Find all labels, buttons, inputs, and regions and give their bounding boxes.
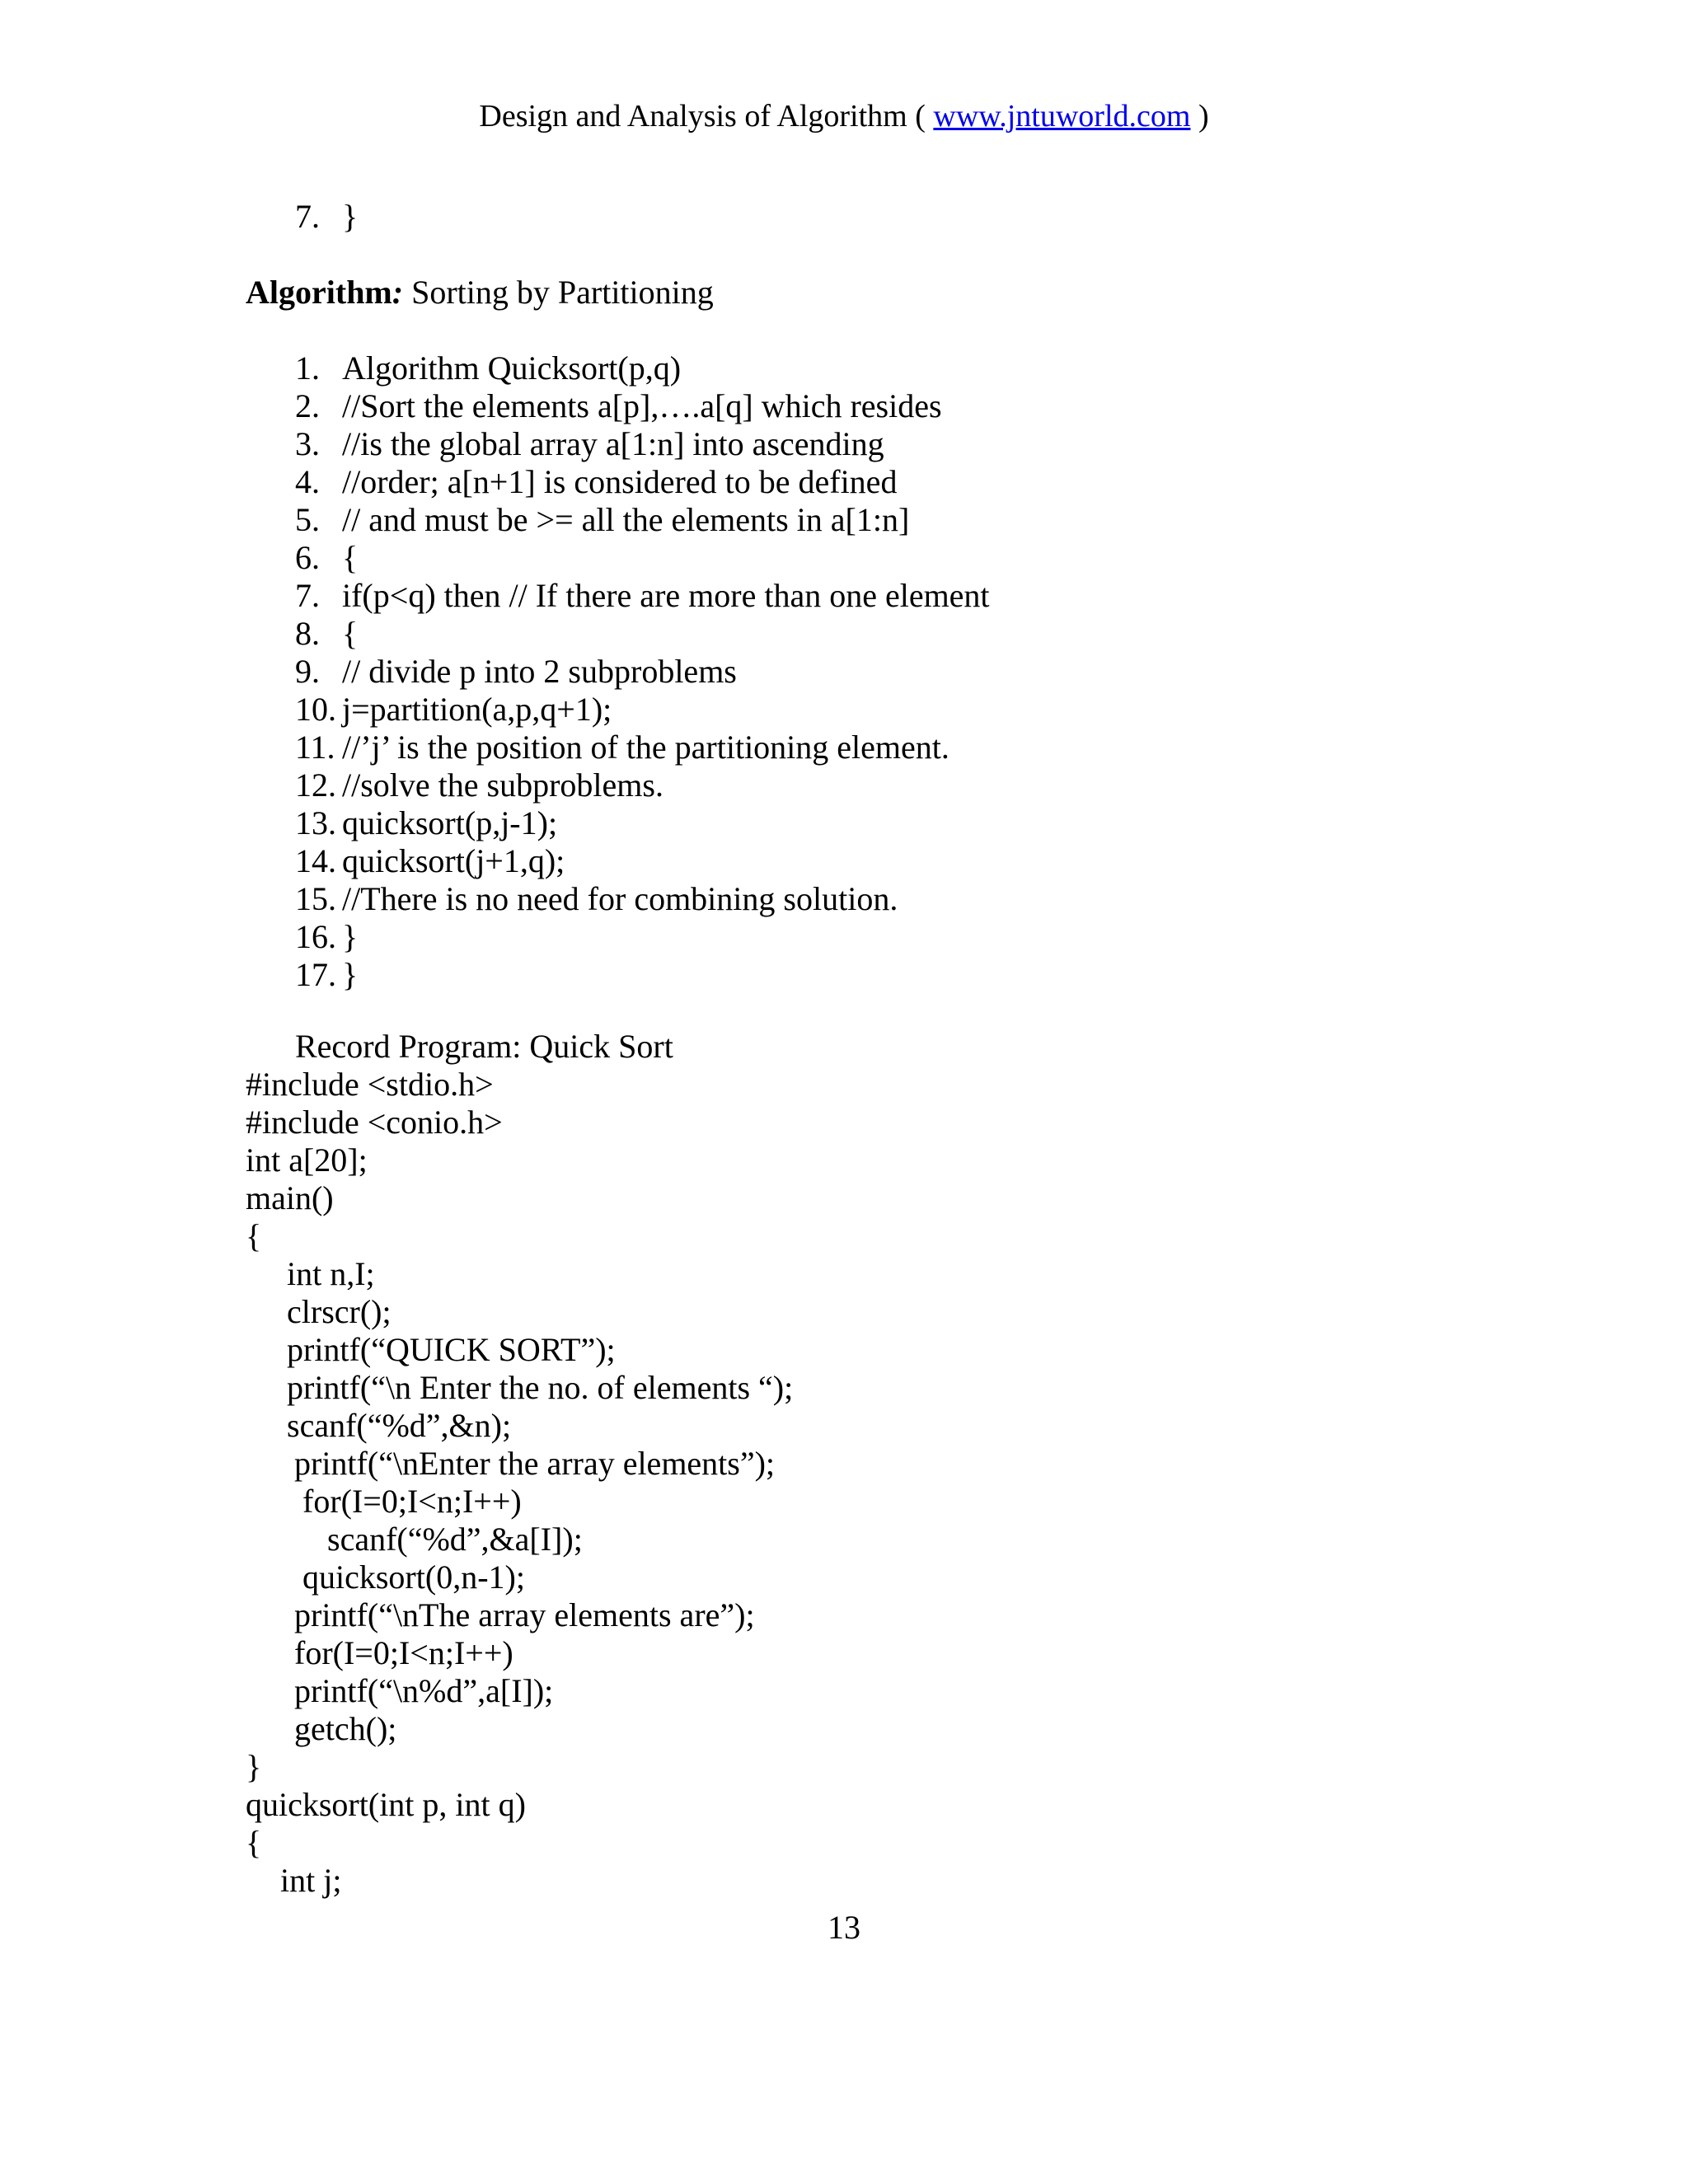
list-item xyxy=(0,501,1688,539)
code-line xyxy=(0,1786,1688,1824)
code-text: quicksort(int p, int q) xyxy=(246,1786,526,1823)
code-line xyxy=(0,1483,1688,1521)
code-line xyxy=(0,1179,1688,1217)
list-number: 17. xyxy=(295,956,336,993)
section-label: Algorithm xyxy=(246,274,392,311)
list-item xyxy=(0,691,1688,729)
code-line xyxy=(0,1596,1688,1634)
list-text: j=partition(a,p,q+1); xyxy=(342,691,612,728)
code-line xyxy=(0,1255,1688,1293)
code-text: int n,I; xyxy=(287,1255,375,1292)
code-text: int j; xyxy=(280,1862,342,1899)
list-text: } xyxy=(342,918,359,955)
code-line xyxy=(0,1710,1688,1748)
section-colon: : xyxy=(392,274,404,311)
code-line xyxy=(0,1331,1688,1369)
list-text: } xyxy=(342,198,359,235)
code-text: printf(“\nEnter the array elements”); xyxy=(294,1445,776,1482)
list-text: { xyxy=(342,539,359,576)
list-item xyxy=(0,539,1688,577)
list-number: 16. xyxy=(295,918,336,955)
section-title: Sorting by Partitioning xyxy=(403,274,714,311)
list-item xyxy=(0,766,1688,804)
list-text: //’j’ is the position of the partitioning element. xyxy=(342,729,950,766)
code-text: clrscr(); xyxy=(287,1293,392,1330)
code-line xyxy=(0,1824,1688,1862)
code-line xyxy=(0,1104,1688,1141)
code-text: } xyxy=(246,1748,262,1785)
code-line xyxy=(0,1066,1688,1104)
header-prefix: Design and Analysis of Algorithm ( xyxy=(479,99,934,134)
code-text: { xyxy=(246,1217,262,1254)
list-number: 11. xyxy=(295,729,335,766)
list-item xyxy=(0,349,1688,387)
code-listing xyxy=(0,1066,1688,1900)
code-text: printf(“\nThe array elements are”); xyxy=(294,1596,755,1633)
code-line xyxy=(0,1862,1688,1900)
list-text: //order; a[n+1] is considered to be defined xyxy=(342,463,898,500)
list-item xyxy=(0,729,1688,766)
list-item xyxy=(0,653,1688,691)
code-line xyxy=(0,1748,1688,1786)
list-item xyxy=(0,880,1688,918)
list-number: 7. xyxy=(295,577,320,614)
list-item xyxy=(0,387,1688,425)
code-text: quicksort(0,n-1); xyxy=(302,1558,525,1596)
list-item xyxy=(0,425,1688,463)
list-text: quicksort(j+1,q); xyxy=(342,842,565,879)
code-line xyxy=(0,1672,1688,1710)
list-text: // and must be >= all the elements in a[1:n] xyxy=(342,501,910,538)
list-number: 8. xyxy=(295,615,320,652)
list-item xyxy=(0,804,1688,842)
list-number: 4. xyxy=(295,463,320,500)
header-link[interactable]: www.jntuworld.com xyxy=(933,99,1191,134)
list-item xyxy=(0,463,1688,501)
list-text: // divide p into 2 subproblems xyxy=(342,653,737,690)
list-number: 6. xyxy=(295,539,320,576)
code-text: #include <conio.h> xyxy=(246,1104,503,1141)
list-number: 5. xyxy=(295,501,320,538)
list-item xyxy=(0,956,1688,994)
list-number: 15. xyxy=(295,880,336,917)
code-text: for(I=0;I<n;I++) xyxy=(294,1634,513,1671)
list-number: 2. xyxy=(295,387,320,424)
code-line xyxy=(0,1141,1688,1179)
code-line xyxy=(0,1445,1688,1483)
list-text: quicksort(p,j-1); xyxy=(342,804,558,841)
code-line xyxy=(0,1407,1688,1445)
list-text: //is the global array a[1:n] into ascending xyxy=(342,425,884,462)
code-text: main() xyxy=(246,1179,334,1216)
code-line xyxy=(0,1293,1688,1331)
list-number: 13. xyxy=(295,804,336,841)
list-number: 7. xyxy=(295,198,320,235)
code-text: int a[20]; xyxy=(246,1141,368,1179)
list-number: 3. xyxy=(295,425,320,462)
page-header xyxy=(0,97,1688,135)
page-number: 13 xyxy=(828,1909,860,1946)
list-text: if(p<q) then // If there are more than one element xyxy=(342,577,990,614)
list-text: //solve the subproblems. xyxy=(342,766,663,804)
list-text: Algorithm Quicksort(p,q) xyxy=(342,349,682,387)
section-heading xyxy=(246,274,714,312)
list-item xyxy=(0,842,1688,880)
list-text: } xyxy=(342,956,359,993)
record-program-title: Record Program: Quick Sort xyxy=(295,1028,673,1065)
code-text: scanf(“%d”,&a[I]); xyxy=(327,1521,583,1558)
code-text: printf(“\n%d”,a[I]); xyxy=(294,1672,554,1709)
code-text: { xyxy=(246,1824,262,1861)
algorithm-list xyxy=(0,349,1688,994)
list-item xyxy=(0,577,1688,615)
code-text: printf(“\n Enter the no. of elements “); xyxy=(287,1369,794,1406)
list-number: 14. xyxy=(295,842,336,879)
list-number: 12. xyxy=(295,766,336,804)
list-item xyxy=(0,918,1688,956)
list-text: //Sort the elements a[p],….a[q] which resides xyxy=(342,387,942,424)
list-number: 9. xyxy=(295,653,320,690)
code-text: printf(“QUICK SORT”); xyxy=(287,1331,616,1368)
list-number: 1. xyxy=(295,349,320,387)
code-text: for(I=0;I<n;I++) xyxy=(302,1483,522,1520)
list-text: //There is no need for combining solution. xyxy=(342,880,898,917)
code-line xyxy=(0,1634,1688,1672)
code-line xyxy=(0,1521,1688,1558)
list-number: 10. xyxy=(295,691,336,728)
list-item xyxy=(0,615,1688,653)
list-text: { xyxy=(342,615,359,652)
code-text: scanf(“%d”,&n); xyxy=(287,1407,512,1444)
code-text: #include <stdio.h> xyxy=(246,1066,494,1103)
code-line xyxy=(0,1369,1688,1407)
code-text: getch(); xyxy=(294,1710,397,1747)
code-line xyxy=(0,1217,1688,1255)
header-suffix: ) xyxy=(1190,99,1209,134)
code-line xyxy=(0,1558,1688,1596)
